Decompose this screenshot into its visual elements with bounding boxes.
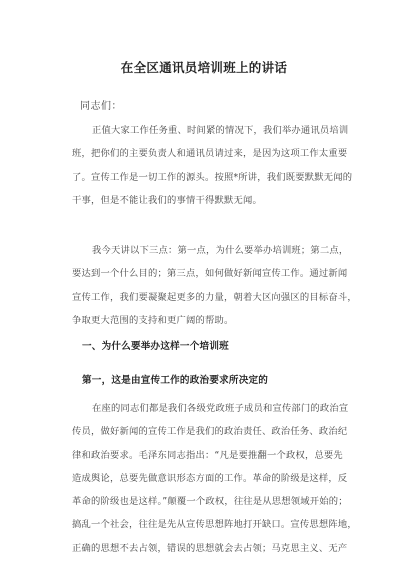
paragraph-line: 了。宣传工作是一切工作的源头。按照*所讲，我们既要默默无闻的 — [72, 171, 353, 183]
paragraph-opening — [72, 119, 352, 212]
salutation: 同志们： — [80, 101, 122, 112]
paragraph-line: 我今天讲以下三点：第一点，为什么要举办培训班；第二点， — [92, 245, 349, 256]
paragraph-line: 搞乱一个社会，往往是先从宣传思想阵地打开缺口。宣传思想阵地， — [72, 519, 357, 531]
paragraph-line: 正值大家工作任务重、时间紧的情况下，我们举办通讯员培训 — [92, 125, 349, 136]
paragraph-line: 传员，做好新闻的宣传工作是我们的政治责任、政治任务、政治纪 — [72, 426, 348, 438]
paragraph-line: 律和政治要求。毛泽东同志指出：“凡是要推翻一个政权，总要先 — [72, 449, 343, 461]
paragraph-line: 革命的阶级也是这样。”颠覆一个政权，往往是从思想领域开始的； — [72, 496, 348, 508]
paragraph-line: 干事，但是不能让我们的事情干得默默无闻。 — [72, 194, 262, 206]
paragraph-line: 班，把你们的主要负责人和通讯员请过来，是因为这项工作太重要 — [72, 148, 348, 160]
paragraph-line: 正确的思想不去占领，错误的思想就会去占领；马克思主义、无产 — [72, 542, 348, 554]
subsection-heading: 第一，这是由宣传工作的政治要求所决定的 — [82, 375, 269, 386]
paragraph-outline — [72, 239, 357, 332]
document-title: 在全区通讯员培训班上的讲话 — [120, 60, 288, 75]
paragraph-line: 造成舆论，总要先做意识形态方面的工作。革命的阶级是这样，反 — [72, 472, 348, 484]
paragraph-line: 在座的同志们都是我们各级党政班子成员和宣传部门的政治宣 — [92, 403, 349, 414]
paragraph-political — [72, 397, 357, 560]
paragraph-line: 宣传工作，我们要凝聚起更多的力量，朝着大区向强区的目标奋斗， — [72, 291, 357, 303]
paragraph-line: 要达到一个什么目的；第三点，如何做好新闻宣传工作。通过新闻 — [72, 268, 348, 280]
paragraph-line: 争取更大范围的支持和更广阔的帮助。 — [72, 314, 234, 326]
section-heading: 一、为什么要举办这样一个培训班 — [82, 341, 229, 352]
